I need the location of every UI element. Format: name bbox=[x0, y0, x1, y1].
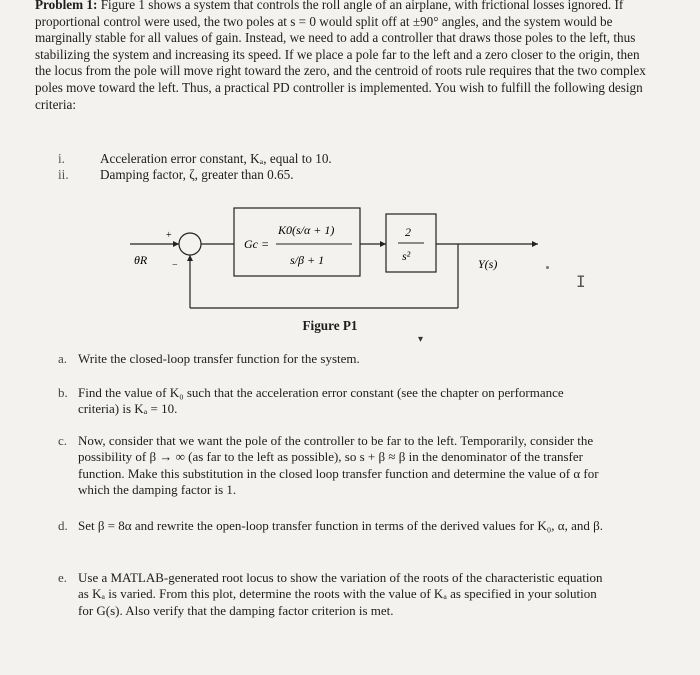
problem-intro bbox=[35, 0, 647, 113]
controller-numerator: K0(s/α + 1) bbox=[278, 223, 335, 237]
plant-numerator: 2 bbox=[405, 225, 411, 239]
question-item bbox=[58, 385, 608, 418]
problem-label: Problem 1: bbox=[35, 0, 98, 12]
figure-caption: Figure P1 bbox=[302, 318, 358, 333]
question-text: Use a MATLAB-generated root locus to show the variation of the roots of the characteristic equation as Kₐ is varied. From this plot, determine the roots with the value of Kₐ as specified in your solution for G(s). Also verify that the damping factor criterion is met. bbox=[78, 570, 603, 618]
criterion-text: Damping factor, ζ, greater than 0.65. bbox=[100, 167, 294, 182]
question-item bbox=[58, 570, 608, 619]
criterion-text: Acceleration error constant, Kₐ, equal to 10. bbox=[100, 151, 332, 166]
plus-sign: + bbox=[166, 230, 172, 241]
question-label: a. bbox=[58, 351, 68, 366]
criterion-number: ii. bbox=[58, 167, 69, 182]
question-text: Find the value of K₀ such that the acceleration error constant (see the chapter on performance criteria) is Kₐ = 10. bbox=[78, 385, 564, 417]
question-text: Now, consider that we want the pole of the controller to be far to the left. Temporarily, consider the possibility of β → ∞ (as far to the left as possible), so s + β ≈ β in the denominator of the transfer function. Make this substitution in the closed loop transfer function and determine the value of α for which the damping factor is 1. bbox=[78, 433, 599, 498]
output-label: Y(s) bbox=[478, 257, 498, 271]
text-cursor-icon: I bbox=[576, 272, 586, 291]
controller-label: Gc = bbox=[244, 237, 270, 251]
question-label: d. bbox=[58, 518, 68, 533]
criterion-number: i. bbox=[58, 151, 65, 166]
criterion-item bbox=[58, 167, 294, 183]
question-item bbox=[58, 351, 608, 367]
summing-junction bbox=[179, 233, 201, 255]
question-item bbox=[58, 433, 608, 499]
question-label: c. bbox=[58, 433, 68, 448]
question-label: e. bbox=[58, 570, 68, 585]
speck bbox=[546, 266, 549, 269]
problem-intro-text: Figure 1 shows a system that controls the roll angle of an airplane, with frictional losses ignored. If proportional control were used, the two poles at s = 0 would split off at ±90° angles, and the system would be marginally stable for all values of gain. Instead, we need to add a controller that draws those poles to the left, thus stabilizing the system and increasing its speed. If we place a pole far to the left and a zero closer to the origin, then the locus from the pole will move right toward the zero, and the centroid of roots rule requires that the two complex poles move toward the left. Thus, a practical PD controller is implemented. You wish to fulfill the following design criteria: bbox=[35, 0, 646, 112]
feedback-arrow bbox=[187, 255, 193, 261]
signal-arrow bbox=[380, 241, 386, 247]
question-label: b. bbox=[58, 385, 68, 400]
question-text: Write the closed-loop transfer function for the system. bbox=[78, 351, 360, 366]
controller-denominator: s/β + 1 bbox=[290, 253, 325, 267]
block-diagram bbox=[130, 198, 570, 318]
scan-mark: ▾ bbox=[418, 334, 424, 345]
question-item bbox=[58, 518, 608, 534]
criterion-item bbox=[58, 151, 332, 167]
plant-denominator: s² bbox=[402, 249, 411, 263]
input-label: θR bbox=[134, 253, 148, 267]
question-text: Set β = 8α and rewrite the open-loop transfer function in terms of the derived values for K₀, α, and β. bbox=[78, 518, 603, 533]
output-arrow bbox=[532, 241, 538, 247]
minus-sign: − bbox=[172, 260, 178, 271]
input-arrow bbox=[173, 241, 179, 247]
